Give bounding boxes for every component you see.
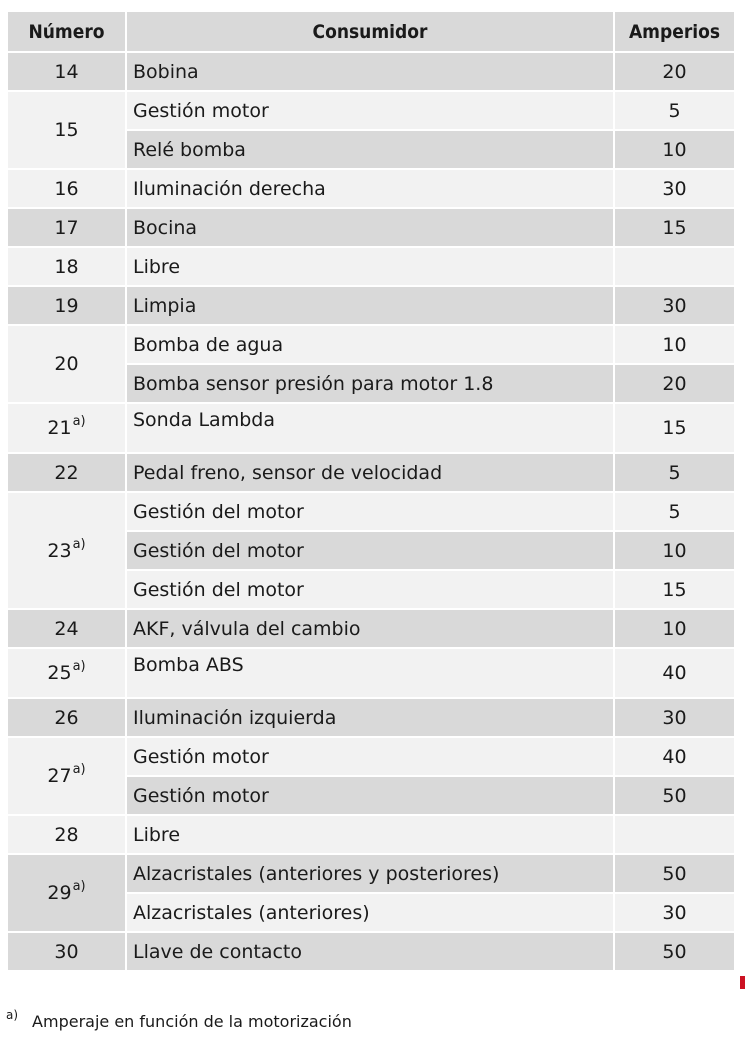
- consumer: Bocina: [126, 208, 614, 247]
- footnote-ref: a): [72, 879, 86, 894]
- table-row: [7, 169, 735, 208]
- amperage: 5: [614, 492, 735, 531]
- amperage: 5: [614, 91, 735, 130]
- table-row: [7, 737, 735, 776]
- amperage: 20: [614, 52, 735, 91]
- table-row: [7, 52, 735, 91]
- table-row: [7, 854, 735, 893]
- consumer: Bomba ABS: [126, 648, 614, 698]
- amperage: 15: [614, 208, 735, 247]
- amperage: 10: [614, 325, 735, 364]
- amperage: 40: [614, 737, 735, 776]
- consumer: Bomba de agua: [126, 325, 614, 364]
- table-row: [7, 91, 735, 130]
- consumer: Gestión motor: [126, 776, 614, 815]
- amperage: 15: [614, 403, 735, 453]
- amperage: 50: [614, 776, 735, 815]
- consumer: Gestión del motor: [126, 531, 614, 570]
- change-marker: [740, 976, 745, 989]
- fuse-number: 17: [7, 208, 126, 247]
- footnote-ref: a): [72, 414, 86, 429]
- fuse-number: [7, 492, 126, 609]
- header-consumidor: Consumidor: [126, 11, 614, 52]
- table-row: [7, 247, 735, 286]
- consumer: Libre: [126, 815, 614, 854]
- footnote-ref: a): [72, 659, 86, 674]
- footnote-ref: a): [72, 536, 86, 552]
- amperage: 5: [614, 453, 735, 492]
- table-row: [7, 403, 735, 453]
- consumer: Alzacristales (anteriores y posteriores): [126, 854, 614, 893]
- table-row: [7, 286, 735, 325]
- amperage: 50: [614, 932, 735, 971]
- table-row: [7, 648, 735, 698]
- amperage: 30: [614, 893, 735, 932]
- fuse-number: [7, 403, 126, 453]
- fuse-number: [7, 737, 126, 815]
- consumer: Sonda Lambda: [126, 403, 614, 453]
- consumer: Limpia: [126, 286, 614, 325]
- consumer: Iluminación derecha: [126, 169, 614, 208]
- footnote-text: Amperaje en función de la motorización: [32, 1012, 352, 1031]
- table-row: [7, 609, 735, 648]
- fuse-table: [6, 10, 736, 972]
- fuse-number: 20: [7, 325, 126, 403]
- consumer: Gestión motor: [126, 91, 614, 130]
- consumer: Relé bomba: [126, 130, 614, 169]
- fuse-number: 19: [7, 286, 126, 325]
- fuse-number: 18: [7, 247, 126, 286]
- table-row: [7, 932, 735, 971]
- consumer: AKF, válvula del cambio: [126, 609, 614, 648]
- table-row: [7, 815, 735, 854]
- fuse-number: 22: [7, 453, 126, 492]
- fuse-number: 16: [7, 169, 126, 208]
- fuse-number: [7, 854, 126, 932]
- amperage: 10: [614, 531, 735, 570]
- amperage: 30: [614, 169, 735, 208]
- table-row: [7, 325, 735, 364]
- consumer: Iluminación izquierda: [126, 698, 614, 737]
- amperage: 10: [614, 130, 735, 169]
- header-numero: Número: [7, 11, 126, 52]
- table-row: [7, 453, 735, 492]
- header-row: [7, 11, 735, 52]
- fuse-number-value: 23: [47, 539, 72, 562]
- amperage: 20: [614, 364, 735, 403]
- table-row: [7, 698, 735, 737]
- amperage: 40: [614, 648, 735, 698]
- fuse-number-value: 25: [47, 662, 72, 684]
- consumer: Llave de contacto: [126, 932, 614, 971]
- amperage: 50: [614, 854, 735, 893]
- fuse-number: 14: [7, 52, 126, 91]
- table-row: [7, 492, 735, 531]
- consumer: Bomba sensor presión para motor 1.8: [126, 364, 614, 403]
- fuse-number: 15: [7, 91, 126, 169]
- footnote-mark: a): [6, 1008, 19, 1022]
- amperage: [614, 247, 735, 286]
- fuse-number: 24: [7, 609, 126, 648]
- fuse-number: 28: [7, 815, 126, 854]
- amperage: 30: [614, 698, 735, 737]
- consumer: Bobina: [126, 52, 614, 91]
- consumer: Libre: [126, 247, 614, 286]
- consumer: Gestión del motor: [126, 492, 614, 531]
- fuse-number: 26: [7, 698, 126, 737]
- fuse-number-value: 27: [47, 765, 72, 787]
- amperage: 30: [614, 286, 735, 325]
- amperage: [614, 815, 735, 854]
- consumer: Pedal freno, sensor de velocidad: [126, 453, 614, 492]
- fuse-number-value: 29: [47, 882, 72, 904]
- fuse-number: 30: [7, 932, 126, 971]
- consumer: Gestión del motor: [126, 570, 614, 609]
- table-row: [7, 208, 735, 247]
- footnote-ref: a): [72, 762, 86, 777]
- amperage: 10: [614, 609, 735, 648]
- fuse-number: [7, 648, 126, 698]
- fuse-number-value: 21: [47, 417, 72, 439]
- consumer: Alzacristales (anteriores): [126, 893, 614, 932]
- footnote: [6, 1008, 352, 1031]
- amperage: 15: [614, 570, 735, 609]
- consumer: Gestión motor: [126, 737, 614, 776]
- header-amperios: Amperios: [614, 11, 735, 52]
